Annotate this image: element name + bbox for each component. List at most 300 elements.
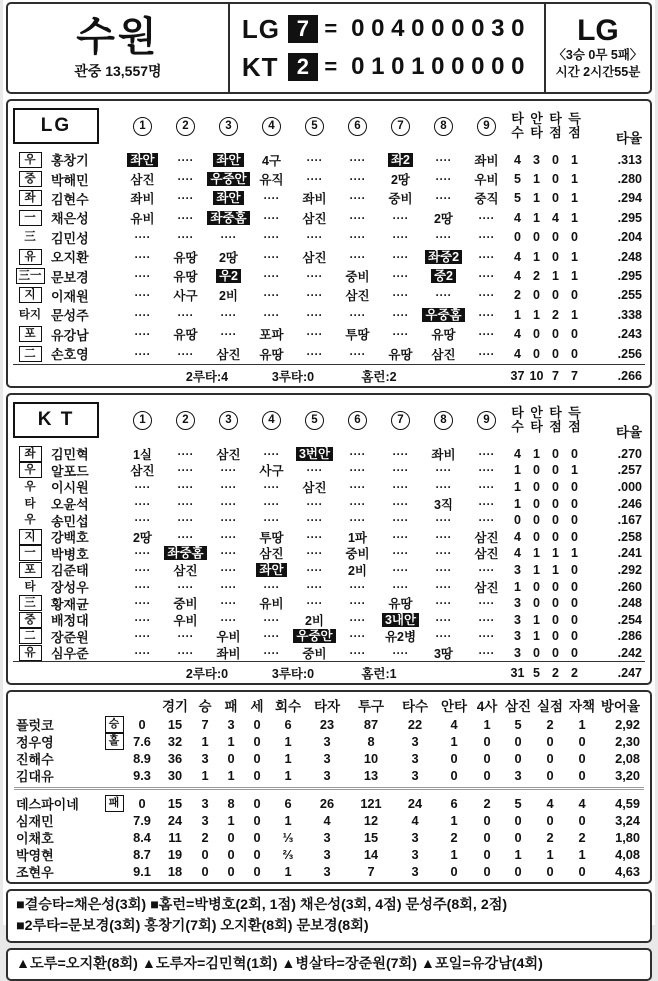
decision-cell xyxy=(102,795,126,812)
pitching-column-header: 회수 xyxy=(274,699,302,715)
batter-stat: 0 xyxy=(552,629,559,644)
era-value: 3,24 xyxy=(615,813,640,829)
at-bat-cell: ···· xyxy=(349,496,366,511)
position-cell xyxy=(13,628,47,644)
batting-average: .338 xyxy=(617,307,642,322)
pitcher-name: 조현우 xyxy=(16,865,54,881)
at-bat-cell xyxy=(207,191,250,205)
batter-stat: 0 xyxy=(533,596,540,611)
inning-column-header xyxy=(207,117,250,136)
pitching-stat: 12 xyxy=(363,813,379,829)
pitching-stat: 0 xyxy=(253,864,261,880)
inning-run: 0 xyxy=(391,53,405,80)
stat-column-header xyxy=(546,112,565,140)
batter-stat: 1 xyxy=(571,152,578,167)
batter-stat: 0 xyxy=(571,645,578,660)
batter-stat: 4 xyxy=(514,327,521,342)
pitching-stat: 0 xyxy=(253,717,261,733)
inning-number: 6 xyxy=(348,117,367,136)
pitcher-name: 정우영 xyxy=(16,735,54,751)
batter-stat: 0 xyxy=(533,327,540,342)
at-bat-cell: 우비 xyxy=(474,173,499,188)
at-bat-cell: 3땅 xyxy=(433,646,454,661)
at-bat-cell: ···· xyxy=(478,629,495,644)
pitching-stat: 10 xyxy=(363,751,379,767)
pitching-stat: 0 xyxy=(578,768,586,784)
inning-run: 0 xyxy=(491,53,505,80)
pitching-stat: 0 xyxy=(253,796,261,812)
pitcher-name: 플럿코 xyxy=(16,718,54,734)
batter-stat: 1 xyxy=(514,496,521,511)
hit-highlight: 좌안 xyxy=(213,153,243,167)
stat-header-char: 수 xyxy=(511,125,524,140)
at-bat-cell: 유땅 xyxy=(259,347,284,362)
pitching-stat: 1 xyxy=(514,847,522,863)
at-bat-cell: ···· xyxy=(263,612,280,627)
batter-stat: 0 xyxy=(571,629,578,644)
pitching-stat: 14 xyxy=(363,847,379,863)
at-bat-cell: 삼진 xyxy=(259,547,284,562)
batter-name: 알포드 xyxy=(51,463,89,479)
at-bat-cell: 중비 xyxy=(302,646,327,661)
at-bat-cell: 유비 xyxy=(259,597,284,612)
batting-average: .258 xyxy=(617,529,642,544)
pitching-column-header: 투구 xyxy=(357,699,385,715)
inning-column-header xyxy=(293,117,336,136)
batter-stat: 4 xyxy=(514,152,521,167)
at-bat-cell: 삼진 xyxy=(216,447,241,462)
batter-name: 송민섭 xyxy=(51,513,89,529)
at-bat-cell: ···· xyxy=(306,596,323,611)
batter-stat: 2 xyxy=(514,288,521,303)
at-bat-cell: 투땅 xyxy=(259,530,284,545)
at-bat-cell: 유땅 xyxy=(431,328,456,343)
game-notes-secondary xyxy=(6,948,652,981)
pitching-stat: 2 xyxy=(450,830,458,846)
pitching-stat: 3 xyxy=(411,734,419,750)
pitching-stat: 4 xyxy=(546,796,554,812)
batter-row xyxy=(13,643,645,660)
position-cell xyxy=(13,190,47,206)
pitching-stat: 22 xyxy=(407,717,423,733)
at-bat-cell: ···· xyxy=(306,269,323,284)
at-bat-cell: 삼진 xyxy=(302,211,327,226)
at-bat-cell: ···· xyxy=(263,496,280,511)
inning-number: 1 xyxy=(133,411,152,430)
inning-run: 1 xyxy=(371,53,385,80)
at-bat-cell: ···· xyxy=(263,645,280,660)
pitching-stat: 0 xyxy=(483,830,491,846)
pitcher-name: 데스파이네 xyxy=(16,797,79,813)
at-bat-cell: ···· xyxy=(306,546,323,561)
pitching-stat: 1 xyxy=(450,847,458,863)
at-bat-cell: 삼진 xyxy=(302,480,327,495)
inning-column-header xyxy=(121,117,164,136)
pitching-stat: 0 xyxy=(253,847,261,863)
at-bat-cell: ···· xyxy=(435,288,452,303)
batting-average: .260 xyxy=(617,579,642,594)
hit-highlight: 좌2 xyxy=(388,153,413,167)
at-bat-cell: ···· xyxy=(134,288,151,303)
at-bat-cell: ···· xyxy=(392,230,409,245)
note-line: ■2루타=문보경(3회) 홍창기(7회) 오지환(8회) 문보경(8회) xyxy=(16,918,369,935)
pitching-stat: 24 xyxy=(167,813,183,829)
entry-point: 7.9 xyxy=(133,813,151,829)
pitcher-row xyxy=(14,828,644,845)
stat-header-char: 타 xyxy=(511,111,524,126)
at-bat-cell: ···· xyxy=(306,529,323,544)
batter-name: 유강남 xyxy=(51,327,89,343)
triples-total: 3루타:0 xyxy=(271,666,315,681)
at-bat-cell: ···· xyxy=(263,210,280,225)
at-bat-cell: ···· xyxy=(392,210,409,225)
at-bat-cell: ···· xyxy=(435,479,452,494)
at-bat-cell xyxy=(293,629,336,643)
batter-stat: 0 xyxy=(571,446,578,461)
game-time: 시간 2시간55분 xyxy=(555,65,641,79)
batter-stat: 5 xyxy=(514,191,521,206)
series-record: 〈3승 0무 5패〉 xyxy=(553,48,643,62)
game-notes-primary xyxy=(6,889,652,943)
at-bat-cell: ···· xyxy=(349,249,366,264)
stat-header-char: 점 xyxy=(568,419,581,435)
pitching-stat: 0 xyxy=(578,751,586,767)
position-cell xyxy=(13,171,47,187)
pitching-stat: 26 xyxy=(319,796,335,812)
batter-name: 채은성 xyxy=(51,211,89,227)
at-bat-cell: ···· xyxy=(134,269,151,284)
batter-stat: 0 xyxy=(533,513,540,528)
at-bat-cell: ···· xyxy=(134,307,151,322)
kt-batting-table xyxy=(6,393,652,685)
batter-name: 김준태 xyxy=(51,563,89,579)
batter-stat: 0 xyxy=(552,612,559,627)
inning-column-header xyxy=(164,411,207,430)
at-bat-cell: ···· xyxy=(263,230,280,245)
pitching-stat: 0 xyxy=(227,847,235,863)
lg-batting-header xyxy=(13,104,645,148)
at-bat-cell: 유2병 xyxy=(384,630,417,645)
stat-header-char: 점 xyxy=(568,125,581,140)
at-bat-cell: ···· xyxy=(220,496,237,511)
batter-stat: 1 xyxy=(533,307,540,322)
at-bat-cell: 사구 xyxy=(173,289,198,304)
batter-name: 김현수 xyxy=(51,191,89,207)
inning-run: 0 xyxy=(431,15,445,42)
batter-stat: 3 xyxy=(514,612,521,627)
pitching-stat: 1 xyxy=(284,734,292,750)
pitching-stat: 0 xyxy=(253,813,261,829)
batter-stat: 1 xyxy=(533,191,540,206)
at-bat-cell: ···· xyxy=(306,562,323,577)
hit-highlight: 우중안 xyxy=(293,629,335,643)
pitching-stat: ⅓ xyxy=(282,830,294,846)
pitching-stat: 0 xyxy=(483,768,491,784)
era-value: 4,08 xyxy=(615,847,640,863)
at-bat-cell: ···· xyxy=(134,230,151,245)
batting-average: .313 xyxy=(617,152,642,167)
at-bat-cell: ···· xyxy=(177,446,194,461)
batter-name: 문보경 xyxy=(51,269,89,285)
batter-stat: 1 xyxy=(533,172,540,187)
pitching-stat: 4 xyxy=(450,717,458,733)
batter-name: 장준원 xyxy=(51,629,89,645)
pitching-stat: 3 xyxy=(323,768,331,784)
inning-number: 1 xyxy=(133,117,152,136)
hit-highlight: 우중안 xyxy=(207,172,249,186)
at-bat-cell: ···· xyxy=(478,496,495,511)
at-bat-cell: ···· xyxy=(306,463,323,478)
batting-average: .242 xyxy=(617,645,642,660)
position-cell xyxy=(13,513,47,527)
batter-stat: 0 xyxy=(533,645,540,660)
inning-number: 9 xyxy=(477,117,496,136)
at-bat-cell: ···· xyxy=(349,513,366,528)
pitching-stat: 0 xyxy=(483,847,491,863)
era-value: 2,30 xyxy=(615,734,640,750)
note-line: ▲도루=오지환(8회) ▲도루자=김민혁(1회) ▲병살타=장준원(7회) ▲포일=유강남(4회) xyxy=(16,956,543,973)
batting-average: .295 xyxy=(617,210,642,225)
batter-row xyxy=(13,228,645,247)
pitching-stat: 121 xyxy=(360,796,382,812)
position-cell xyxy=(13,230,47,244)
at-bat-cell: ···· xyxy=(134,546,151,561)
stat-header-char: 점 xyxy=(549,419,562,435)
team-stat-total: 37 xyxy=(510,368,525,383)
inning-number: 5 xyxy=(305,117,324,136)
pitching-stat: 4 xyxy=(411,813,419,829)
position-badge: 우 xyxy=(24,514,36,527)
batter-stat: 0 xyxy=(571,579,578,594)
at-bat-cell xyxy=(207,153,250,167)
batter-stat: 1 xyxy=(571,210,578,225)
at-bat-cell: 좌비 xyxy=(216,646,241,661)
inning-run: 0 xyxy=(451,15,465,42)
at-bat-cell: 2비 xyxy=(218,289,239,304)
at-bat-cell: ···· xyxy=(392,479,409,494)
at-bat-cell: ···· xyxy=(478,596,495,611)
pitching-stat: 2 xyxy=(546,717,554,733)
team-average-total: .266 xyxy=(617,368,642,383)
position-cell xyxy=(13,249,47,265)
pitching-stat: 19 xyxy=(167,847,183,863)
at-bat-cell: ···· xyxy=(306,288,323,303)
pitching-stat: 7 xyxy=(201,717,209,733)
pitching-stat: 11 xyxy=(168,830,182,846)
batter-row xyxy=(13,594,645,611)
at-bat-cell xyxy=(207,269,250,283)
pitcher-row xyxy=(14,766,644,783)
pitching-column-header: 자책 xyxy=(568,699,596,715)
at-bat-cell: ···· xyxy=(392,446,409,461)
batter-stat: 0 xyxy=(571,230,578,245)
at-bat-cell: ···· xyxy=(177,513,194,528)
position-cell xyxy=(13,480,47,494)
batter-stat: 0 xyxy=(552,327,559,342)
batter-stat: 1 xyxy=(571,249,578,264)
pitching-stat: 1 xyxy=(578,717,586,733)
inning-column-header xyxy=(379,117,422,136)
at-bat-cell: ···· xyxy=(177,645,194,660)
stat-column-header xyxy=(527,112,546,140)
pitching-column-header: 패 xyxy=(224,699,238,715)
batter-row xyxy=(13,208,645,227)
at-bat-cell: ···· xyxy=(435,579,452,594)
pitching-stat: 0 xyxy=(578,734,586,750)
at-bat-cell: ···· xyxy=(263,629,280,644)
at-bat-cell: ···· xyxy=(177,191,194,206)
batter-stat: 1 xyxy=(514,307,521,322)
inning-run: 0 xyxy=(471,53,485,80)
batter-stat: 0 xyxy=(571,513,578,528)
position-badge: 一 xyxy=(19,210,42,226)
at-bat-cell: ···· xyxy=(263,269,280,284)
hit-highlight: 좌안 xyxy=(127,153,157,167)
at-bat-cell: ···· xyxy=(220,479,237,494)
position-badge: 중 xyxy=(19,612,42,628)
at-bat-cell: ···· xyxy=(349,210,366,225)
pitching-stat: 3 xyxy=(201,813,209,829)
pitching-table xyxy=(6,690,652,884)
batter-stat: 1 xyxy=(571,172,578,187)
inning-number: 4 xyxy=(262,411,281,430)
pitching-column-header: 삼진 xyxy=(504,699,532,715)
batter-stat: 0 xyxy=(552,529,559,544)
batting-average: .294 xyxy=(617,191,642,206)
pitching-stat: 13 xyxy=(363,768,379,784)
pitching-stat: 0 xyxy=(483,751,491,767)
line-score-row xyxy=(242,13,532,45)
inning-run: 0 xyxy=(451,53,465,80)
kt-batting-summary xyxy=(13,661,645,683)
at-bat-cell: ···· xyxy=(177,579,194,594)
at-bat-cell: 중비 xyxy=(345,547,370,562)
batter-name: 오지환 xyxy=(51,250,89,266)
pitching-stat: 3 xyxy=(411,768,419,784)
pitching-stat: 2 xyxy=(546,830,554,846)
batter-name: 배정대 xyxy=(51,613,89,629)
batter-stat: 0 xyxy=(571,479,578,494)
batting-average: .295 xyxy=(617,269,642,284)
batter-stat: 3 xyxy=(514,596,521,611)
batter-name: 이시원 xyxy=(51,480,89,496)
at-bat-cell: ···· xyxy=(177,346,194,361)
inning-number: 4 xyxy=(262,117,281,136)
batter-stat: 0 xyxy=(514,230,521,245)
position-badge: 포 xyxy=(19,326,42,342)
batter-stat: 3 xyxy=(533,152,540,167)
batter-row xyxy=(13,325,645,344)
batter-row xyxy=(13,286,645,305)
at-bat-cell: ···· xyxy=(392,562,409,577)
at-bat-cell: ···· xyxy=(263,288,280,303)
inning-number: 7 xyxy=(391,117,410,136)
inning-number: 5 xyxy=(305,411,324,430)
inning-number: 6 xyxy=(348,411,367,430)
at-bat-cell: ···· xyxy=(478,230,495,245)
batter-row xyxy=(13,169,645,188)
at-bat-cell: ···· xyxy=(392,307,409,322)
at-bat-cell: ···· xyxy=(134,645,151,660)
batter-name: 오윤석 xyxy=(51,497,89,513)
pitching-stat: 0 xyxy=(450,864,458,880)
pitching-stat: 30 xyxy=(167,768,183,784)
at-bat-cell: ···· xyxy=(306,496,323,511)
inning-number: 2 xyxy=(176,117,195,136)
line-score-row xyxy=(242,51,532,83)
at-bat-cell: 중비 xyxy=(345,270,370,285)
pitching-stat: 0 xyxy=(514,734,522,750)
stadium-panel xyxy=(8,4,230,92)
stat-header-char: 안 xyxy=(530,111,543,126)
at-bat-cell: ···· xyxy=(435,612,452,627)
batter-stat: 4 xyxy=(514,529,521,544)
team-stat-total: 2 xyxy=(552,665,559,680)
at-bat-cell xyxy=(164,546,207,560)
inning-number: 7 xyxy=(391,411,410,430)
at-bat-cell: ···· xyxy=(349,612,366,627)
position-badge: 지 xyxy=(19,287,42,303)
at-bat-cell: ···· xyxy=(349,629,366,644)
at-bat-cell: ···· xyxy=(177,152,194,167)
pitching-stat: 1 xyxy=(284,751,292,767)
at-bat-cell: ···· xyxy=(263,479,280,494)
pitching-stat: 0 xyxy=(227,751,235,767)
at-bat-cell xyxy=(293,447,336,461)
position-cell xyxy=(13,580,47,594)
position-cell xyxy=(13,529,47,545)
at-bat-cell xyxy=(422,269,465,283)
batter-stat: 0 xyxy=(552,596,559,611)
at-bat-cell: ···· xyxy=(435,562,452,577)
hit-highlight: 좌안 xyxy=(256,563,286,577)
team-label: LG xyxy=(13,108,99,144)
batter-stat: 0 xyxy=(514,513,521,528)
at-bat-cell: 좌비 xyxy=(130,192,155,207)
decision-cell xyxy=(102,716,126,733)
position-cell xyxy=(13,595,47,611)
batter-stat: 5 xyxy=(514,172,521,187)
batting-average: .204 xyxy=(617,230,642,245)
at-bat-cell: 유땅 xyxy=(173,328,198,343)
at-bat-cell: 삼진 xyxy=(173,563,198,578)
stat-header-char: 점 xyxy=(549,125,562,140)
batter-name: 심우준 xyxy=(51,646,89,662)
batting-average: .248 xyxy=(617,596,642,611)
stat-column-header xyxy=(546,406,565,434)
at-bat-cell xyxy=(379,153,422,167)
stat-column-header xyxy=(508,112,527,140)
batter-row xyxy=(13,544,645,561)
pitching-stat: 0 xyxy=(514,864,522,880)
at-bat-cell: 2비 xyxy=(304,613,325,628)
at-bat-cell: 삼진 xyxy=(302,250,327,265)
at-bat-cell: 삼진 xyxy=(216,347,241,362)
batter-row xyxy=(13,150,645,169)
at-bat-cell: ···· xyxy=(478,645,495,660)
pitcher-name: 박영현 xyxy=(16,848,54,864)
pitching-stat: 1 xyxy=(284,813,292,829)
lg-batting-table xyxy=(6,99,652,388)
batter-row xyxy=(13,511,645,528)
at-bat-cell: ···· xyxy=(478,612,495,627)
at-bat-cell: 2비 xyxy=(347,563,368,578)
at-bat-cell: ···· xyxy=(392,579,409,594)
batter-name: 홍창기 xyxy=(51,153,89,169)
pitching-stat: 0 xyxy=(578,813,586,829)
at-bat-cell: ···· xyxy=(349,152,366,167)
pitching-stat: 0 xyxy=(483,864,491,880)
